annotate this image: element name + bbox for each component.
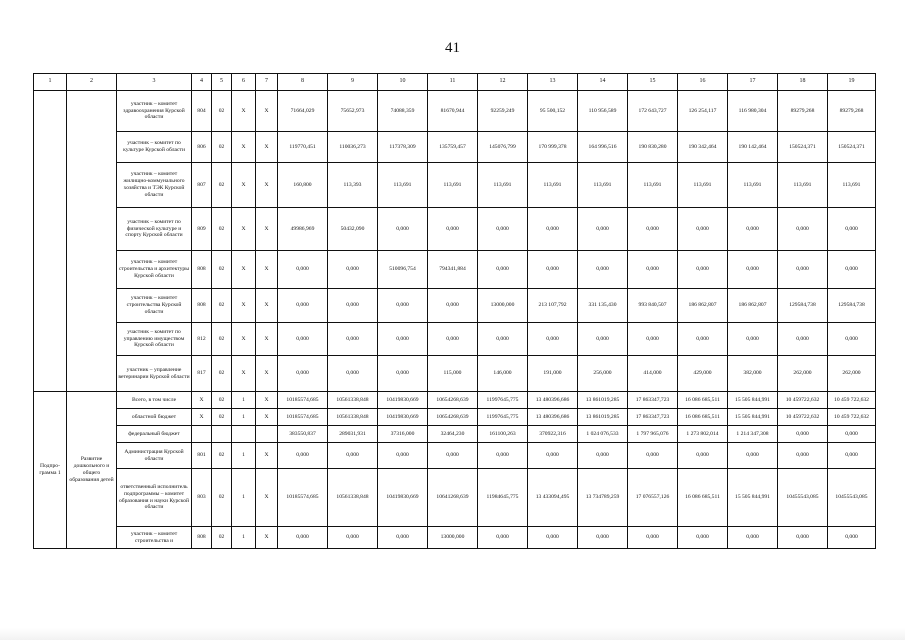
table-cell: 161100,263 bbox=[478, 426, 528, 443]
table-row bbox=[34, 208, 876, 251]
table-cell: 804 bbox=[192, 91, 212, 132]
table-cell: 1 bbox=[232, 469, 256, 527]
table-cell: 0,000 bbox=[778, 443, 828, 469]
table-cell: 0,000 bbox=[778, 527, 828, 549]
table-cell: 801 bbox=[192, 443, 212, 469]
table-row bbox=[34, 163, 876, 208]
header-cell: 9 bbox=[328, 74, 378, 91]
table-cell: 382,000 bbox=[728, 356, 778, 392]
table-cell: 10 459 722,632 bbox=[828, 392, 876, 409]
table-cell: 0,000 bbox=[328, 289, 378, 323]
table-cell: участник – комитет жилищно-коммунального хозяйства и ТЭК Курской области bbox=[117, 163, 192, 208]
table-cell: 0,000 bbox=[778, 208, 828, 251]
table-cell: 0,000 bbox=[478, 323, 528, 356]
header-cell: 17 bbox=[728, 74, 778, 91]
table-cell: 13 480396,686 bbox=[528, 409, 578, 426]
table-cell bbox=[192, 426, 212, 443]
table-cell: 50432,090 bbox=[328, 208, 378, 251]
table-cell: 15 505 844,991 bbox=[728, 392, 778, 409]
header-cell: 7 bbox=[256, 74, 278, 91]
table-cell: Х bbox=[232, 356, 256, 392]
table-cell: 0,000 bbox=[828, 527, 876, 549]
table-cell: 10561338,848 bbox=[328, 409, 378, 426]
table-cell: 02 bbox=[212, 392, 232, 409]
table-cell: 0,000 bbox=[628, 527, 678, 549]
table-cell: 02 bbox=[212, 251, 232, 289]
table-cell: 0,000 bbox=[628, 208, 678, 251]
table-cell: 113,691 bbox=[578, 163, 628, 208]
table-cell: Всего, в том числе bbox=[117, 392, 192, 409]
table-cell: 129584,738 bbox=[828, 289, 876, 323]
table-cell: 71664,029 bbox=[278, 91, 328, 132]
header-cell: 4 bbox=[192, 74, 212, 91]
table-cell: 113,691 bbox=[778, 163, 828, 208]
table-cell: 0,000 bbox=[678, 323, 728, 356]
empty-merged-cell bbox=[34, 91, 67, 392]
table-cell: 117378,309 bbox=[378, 132, 428, 163]
table-cell: 13000,000 bbox=[428, 527, 478, 549]
table-cell: 11984645,775 bbox=[478, 469, 528, 527]
table-cell: 11997645,775 bbox=[478, 409, 528, 426]
table-cell: 0,000 bbox=[328, 323, 378, 356]
table-cell: 0,000 bbox=[728, 323, 778, 356]
table-cell: 0,000 bbox=[728, 251, 778, 289]
table-cell: 0,000 bbox=[578, 443, 628, 469]
table-cell: 0,000 bbox=[528, 208, 578, 251]
table-cell: 110036,273 bbox=[328, 132, 378, 163]
table-cell: 0,000 bbox=[578, 251, 628, 289]
table-row bbox=[34, 289, 876, 323]
table-cell: Х bbox=[256, 251, 278, 289]
table-cell: 817 bbox=[192, 356, 212, 392]
table-cell: 11997645,775 bbox=[478, 392, 528, 409]
table-cell: 0,000 bbox=[278, 527, 328, 549]
header-cell: 13 bbox=[528, 74, 578, 91]
table-cell: 0,000 bbox=[478, 527, 528, 549]
table-cell: 02 bbox=[212, 91, 232, 132]
table-cell: 191,000 bbox=[528, 356, 578, 392]
subprogram-row bbox=[34, 392, 876, 409]
table-cell: 0,000 bbox=[678, 443, 728, 469]
table-cell: 0,000 bbox=[378, 323, 428, 356]
table-cell: 256,000 bbox=[578, 356, 628, 392]
table-cell: 135759,457 bbox=[428, 132, 478, 163]
table-cell: 17 863347,723 bbox=[628, 409, 678, 426]
table-cell: 803 bbox=[192, 469, 212, 527]
table-cell: Х bbox=[232, 132, 256, 163]
table-row bbox=[34, 356, 876, 392]
table-cell: 0,000 bbox=[828, 208, 876, 251]
table-cell: 113,691 bbox=[428, 163, 478, 208]
table-cell: 190 830,280 bbox=[628, 132, 678, 163]
table-cell: 0,000 bbox=[328, 527, 378, 549]
table-cell: 0,000 bbox=[528, 443, 578, 469]
table-cell: 0,000 bbox=[528, 251, 578, 289]
header-cell: 3 bbox=[117, 74, 192, 91]
table-cell: 110 956,589 bbox=[578, 91, 628, 132]
table-cell: 13 433094,495 bbox=[528, 469, 578, 527]
table-cell: участник – управление ветеринарии Курской области bbox=[117, 356, 192, 392]
table-cell: Х bbox=[192, 392, 212, 409]
table-cell: 02 bbox=[212, 132, 232, 163]
subprogram-row bbox=[34, 527, 876, 549]
table-cell: 02 bbox=[212, 323, 232, 356]
table-cell: 81670,944 bbox=[428, 91, 478, 132]
table-cell: 49986,969 bbox=[278, 208, 328, 251]
table-cell: 0,000 bbox=[728, 443, 778, 469]
table-cell: 0,000 bbox=[528, 323, 578, 356]
table-cell: 1 214 347,308 bbox=[728, 426, 778, 443]
table-cell: 89279,268 bbox=[828, 91, 876, 132]
table-cell bbox=[256, 426, 278, 443]
table-cell: 0,000 bbox=[578, 323, 628, 356]
table-cell: 13 480396,686 bbox=[528, 392, 578, 409]
table-cell: 0,000 bbox=[428, 208, 478, 251]
table-cell: 10 459722,632 bbox=[778, 392, 828, 409]
header-cell: 16 bbox=[678, 74, 728, 91]
table-cell: 0,000 bbox=[478, 443, 528, 469]
table-cell: участник – комитет строительства и bbox=[117, 527, 192, 549]
table-cell: 75652,973 bbox=[328, 91, 378, 132]
table-cell: Х bbox=[232, 289, 256, 323]
table-cell: 10185574,685 bbox=[278, 409, 328, 426]
table-cell: Х bbox=[232, 91, 256, 132]
table-cell: 0,000 bbox=[728, 208, 778, 251]
table-cell: 113,691 bbox=[528, 163, 578, 208]
header-cell: 11 bbox=[428, 74, 478, 91]
table-cell: 0,000 bbox=[378, 527, 428, 549]
table-row bbox=[34, 91, 876, 132]
table-cell: участник – комитет по физической культуре и спорту Курской области bbox=[117, 208, 192, 251]
table-cell: 172 643,727 bbox=[628, 91, 678, 132]
table-cell: 0,000 bbox=[778, 426, 828, 443]
table-cell: 15 505 844,991 bbox=[728, 469, 778, 527]
table-cell: 16 086 685,511 bbox=[678, 392, 728, 409]
table-cell: 02 bbox=[212, 289, 232, 323]
table-cell: 13 861019,285 bbox=[578, 392, 628, 409]
table-cell: 129584,738 bbox=[778, 289, 828, 323]
subprogram-label: Подпро-грамма 1 bbox=[34, 392, 67, 549]
table-cell: 113,691 bbox=[678, 163, 728, 208]
table-cell: 1 273 802,014 bbox=[678, 426, 728, 443]
header-cell: 14 bbox=[578, 74, 628, 91]
table-cell: 1 797 965,076 bbox=[628, 426, 678, 443]
table-cell: 429,000 bbox=[678, 356, 728, 392]
table-cell: 13 861019,285 bbox=[578, 409, 628, 426]
table-cell: 10641268,639 bbox=[428, 469, 478, 527]
table-cell: 150524,371 bbox=[778, 132, 828, 163]
table-cell: 146,000 bbox=[478, 356, 528, 392]
subprogram-row bbox=[34, 426, 876, 443]
table-cell: федеральный бюджет bbox=[117, 426, 192, 443]
table-cell: 186 862,807 bbox=[678, 289, 728, 323]
table-cell: 0,000 bbox=[378, 289, 428, 323]
table-cell: 10455543,085 bbox=[828, 469, 876, 527]
table-cell: Х bbox=[256, 527, 278, 549]
table-cell: 10 459722,632 bbox=[778, 409, 828, 426]
table-cell: 1 bbox=[232, 527, 256, 549]
table-cell: 0,000 bbox=[278, 251, 328, 289]
table-cell: 0,000 bbox=[728, 527, 778, 549]
table-cell: 370922,316 bbox=[528, 426, 578, 443]
header-cell: 6 bbox=[232, 74, 256, 91]
table-cell: 0,000 bbox=[478, 208, 528, 251]
table-row bbox=[34, 132, 876, 163]
table-cell: 0,000 bbox=[578, 527, 628, 549]
table-cell: 13000,000 bbox=[478, 289, 528, 323]
table-cell: 0,000 bbox=[678, 251, 728, 289]
table-cell: 0,000 bbox=[678, 527, 728, 549]
table-cell: 10 459 722,632 bbox=[828, 409, 876, 426]
table-cell: 02 bbox=[212, 409, 232, 426]
table-cell: 0,000 bbox=[428, 443, 478, 469]
table-cell: 1 024 076,533 bbox=[578, 426, 628, 443]
table-cell: 10419830,669 bbox=[378, 469, 428, 527]
page-bottom-edge bbox=[0, 628, 905, 640]
table-cell: 808 bbox=[192, 527, 212, 549]
table-cell: 113,691 bbox=[378, 163, 428, 208]
empty-merged-cell bbox=[67, 91, 117, 392]
table-cell: 10419830,669 bbox=[378, 409, 428, 426]
table-cell: участник – комитет строительства Курской области bbox=[117, 289, 192, 323]
table-cell: областной бюджет bbox=[117, 409, 192, 426]
table-cell: 812 bbox=[192, 323, 212, 356]
table-cell: 1 bbox=[232, 392, 256, 409]
table-cell: 10185574,685 bbox=[278, 469, 328, 527]
table-cell: 10561338,848 bbox=[328, 469, 378, 527]
table-cell: 0,000 bbox=[428, 323, 478, 356]
table-cell: участник – комитет строительства и архитектуры Курской области bbox=[117, 251, 192, 289]
table-cell: 02 bbox=[212, 208, 232, 251]
table-cell: Х bbox=[256, 443, 278, 469]
table-cell: Х bbox=[256, 289, 278, 323]
header-cell: 18 bbox=[778, 74, 828, 91]
table-cell: 289031,931 bbox=[328, 426, 378, 443]
table-cell: Х bbox=[232, 251, 256, 289]
table-cell: 10654268,639 bbox=[428, 409, 478, 426]
table-cell: 126 254,117 bbox=[678, 91, 728, 132]
table-cell: 0,000 bbox=[278, 289, 328, 323]
header-cell: 5 bbox=[212, 74, 232, 91]
table-cell: 0,000 bbox=[528, 527, 578, 549]
table-cell: 115,000 bbox=[428, 356, 478, 392]
table-cell: 806 bbox=[192, 132, 212, 163]
table-cell: 10455543,085 bbox=[778, 469, 828, 527]
page-number: 41 bbox=[445, 40, 460, 56]
table-cell: 0,000 bbox=[278, 443, 328, 469]
budget-table bbox=[33, 73, 876, 549]
header-cell: 19 bbox=[828, 74, 876, 91]
table-cell: 807 bbox=[192, 163, 212, 208]
table-cell: Х bbox=[256, 163, 278, 208]
table-cell: участник – комитет по управлению имуществом Курской области bbox=[117, 323, 192, 356]
table-cell: участник – комитет по культуре Курской области bbox=[117, 132, 192, 163]
table-cell: 164 996,516 bbox=[578, 132, 628, 163]
table-cell: 16 086 685,511 bbox=[678, 409, 728, 426]
table-cell: 414,000 bbox=[628, 356, 678, 392]
header-row bbox=[34, 74, 876, 91]
table-cell: 0,000 bbox=[778, 323, 828, 356]
table-row bbox=[34, 251, 876, 289]
table-cell: 0,000 bbox=[378, 208, 428, 251]
table-cell: 113,691 bbox=[828, 163, 876, 208]
table-cell: Х bbox=[256, 132, 278, 163]
table-cell: 1 bbox=[232, 443, 256, 469]
table-cell: 15 505 844,991 bbox=[728, 409, 778, 426]
table-cell: 0,000 bbox=[678, 208, 728, 251]
table-cell: 113,691 bbox=[628, 163, 678, 208]
table-cell: 0,000 bbox=[428, 289, 478, 323]
table-cell: 0,000 bbox=[628, 323, 678, 356]
table-cell: 0,000 bbox=[828, 323, 876, 356]
table-cell: 0,000 bbox=[628, 443, 678, 469]
table-cell: 116 980,304 bbox=[728, 91, 778, 132]
table-cell: 0,000 bbox=[328, 443, 378, 469]
header-cell: 12 bbox=[478, 74, 528, 91]
table-cell: Администрация Курской области bbox=[117, 443, 192, 469]
subprogram-row bbox=[34, 443, 876, 469]
table-cell: 16 086 685,511 bbox=[678, 469, 728, 527]
table-cell: Х bbox=[256, 392, 278, 409]
table-cell: 10561338,848 bbox=[328, 392, 378, 409]
table-cell: 113,691 bbox=[478, 163, 528, 208]
header-cell: 15 bbox=[628, 74, 678, 91]
table-cell: Х bbox=[232, 208, 256, 251]
table-cell: ответственный исполнитель подпрограммы – комитет образования и науки Курской области bbox=[117, 469, 192, 527]
table-cell: Х bbox=[192, 409, 212, 426]
table-cell: 74088,359 bbox=[378, 91, 428, 132]
table-cell: Х bbox=[256, 91, 278, 132]
table-cell: 262,000 bbox=[778, 356, 828, 392]
table-cell: 0,000 bbox=[378, 356, 428, 392]
subprogram-name: Развитие дошкольного и общего образования детей bbox=[67, 392, 117, 549]
table-cell: 17 076557,126 bbox=[628, 469, 678, 527]
table-cell: 160,800 bbox=[278, 163, 328, 208]
table-cell: 186 862,807 bbox=[728, 289, 778, 323]
table-cell bbox=[212, 426, 232, 443]
table-cell: 331 135,430 bbox=[578, 289, 628, 323]
table-cell: 32464,230 bbox=[428, 426, 478, 443]
table-cell: 0,000 bbox=[328, 356, 378, 392]
table-cell: 809 bbox=[192, 208, 212, 251]
table-cell: 02 bbox=[212, 469, 232, 527]
table-cell: 808 bbox=[192, 251, 212, 289]
table-cell: 13 734789,259 bbox=[578, 469, 628, 527]
table-cell: участник – комитет здравоохранения Курской области bbox=[117, 91, 192, 132]
table-cell: 10419830,669 bbox=[378, 392, 428, 409]
table-cell: 10185574,685 bbox=[278, 392, 328, 409]
header-cell: 1 bbox=[34, 74, 67, 91]
table-cell: 150524,371 bbox=[828, 132, 876, 163]
table-cell: 1 bbox=[232, 409, 256, 426]
table-cell: 510096,754 bbox=[378, 251, 428, 289]
table-cell: 0,000 bbox=[278, 323, 328, 356]
table-cell: Х bbox=[256, 469, 278, 527]
header-cell: 8 bbox=[278, 74, 328, 91]
table-cell: 262,000 bbox=[828, 356, 876, 392]
table-cell: 0,000 bbox=[828, 426, 876, 443]
table-cell: 02 bbox=[212, 443, 232, 469]
table-cell bbox=[232, 426, 256, 443]
table-cell: 92259,249 bbox=[478, 91, 528, 132]
table-cell: Х bbox=[232, 163, 256, 208]
table-cell: 190 142,464 bbox=[728, 132, 778, 163]
table-cell: 808 bbox=[192, 289, 212, 323]
table-cell: 145076,799 bbox=[478, 132, 528, 163]
table-cell: 0,000 bbox=[628, 251, 678, 289]
table-cell: 993 840,507 bbox=[628, 289, 678, 323]
table-cell: 119770,451 bbox=[278, 132, 328, 163]
table-cell: 0,000 bbox=[478, 251, 528, 289]
table-cell: 17 863347,723 bbox=[628, 392, 678, 409]
header-cell: 10 bbox=[378, 74, 428, 91]
table-cell: 113,393 bbox=[328, 163, 378, 208]
table-cell: 383550,837 bbox=[278, 426, 328, 443]
table-cell: 0,000 bbox=[828, 443, 876, 469]
table-cell: 0,000 bbox=[578, 208, 628, 251]
table-cell: 95 500,152 bbox=[528, 91, 578, 132]
table-cell: Х bbox=[256, 208, 278, 251]
table-cell: Х bbox=[256, 356, 278, 392]
table-cell: 02 bbox=[212, 527, 232, 549]
table-cell: 02 bbox=[212, 163, 232, 208]
table-cell: Х bbox=[256, 409, 278, 426]
table-cell: 10654268,639 bbox=[428, 392, 478, 409]
table-cell: 0,000 bbox=[778, 251, 828, 289]
header-cell: 2 bbox=[67, 74, 117, 91]
table-cell: 0,000 bbox=[828, 251, 876, 289]
table-cell: 0,000 bbox=[378, 443, 428, 469]
table-cell: 0,000 bbox=[328, 251, 378, 289]
table-cell: 02 bbox=[212, 356, 232, 392]
table-cell: 213 107,792 bbox=[528, 289, 578, 323]
subprogram-row bbox=[34, 469, 876, 527]
table-cell: 794341,884 bbox=[428, 251, 478, 289]
table-cell: 37316,000 bbox=[378, 426, 428, 443]
table-cell: 190 342,464 bbox=[678, 132, 728, 163]
subprogram-row bbox=[34, 409, 876, 426]
table-cell: Х bbox=[232, 323, 256, 356]
table-cell: 113,691 bbox=[728, 163, 778, 208]
table-cell: 0,000 bbox=[278, 356, 328, 392]
table-cell: Х bbox=[256, 323, 278, 356]
table-cell: 170 999,378 bbox=[528, 132, 578, 163]
table-row bbox=[34, 323, 876, 356]
table-cell: 89279,268 bbox=[778, 91, 828, 132]
